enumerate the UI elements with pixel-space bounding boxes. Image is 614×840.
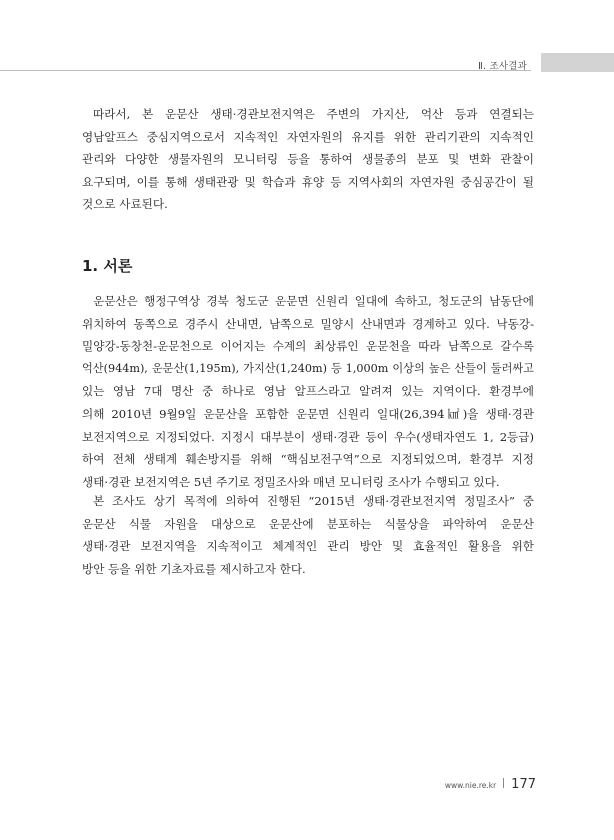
text-line: 운문산 식물 자원을 대상으로 운문산에 분포하는 식물상을 파악하여 운문산 [82, 516, 534, 531]
text-line: 것으로 사료된다. [82, 197, 168, 212]
footer-separator [503, 778, 504, 788]
page-number: 177 [511, 777, 536, 792]
text-line: 하여 전체 생태계 훼손방지를 위해 “핵심보전구역”으로 지정되었으며, 환경부 지정 [82, 452, 534, 467]
text-line: 요구되며, 이를 통해 생태관광 및 학습과 휴양 등 지역사회의 자연자원 중심공간이 될 [82, 174, 534, 189]
text-line: 영남알프스 중심지역으로서 지속적인 자연자원의 유지를 위한 관리기관의 지속적인 [82, 129, 534, 144]
footer-site-url: www.nie.re.kr [444, 781, 497, 790]
text-line: 보전지역으로 지정되었다. 지정시 대부분이 생태·경관 등이 우수(생태자연도 1, 2등급) [82, 429, 534, 444]
body-paragraph-1 [82, 290, 534, 493]
text-line: 있는 영남 7대 명산 중 하나로 영남 알프스라고 알려져 있는 지역이다. 환경부에 [82, 384, 534, 399]
page-footer [445, 777, 536, 792]
text-line: 의해 2010년 9월9일 운문산을 포함한 운문면 신원리 일대(26,394㎢)을 생태·경관 [82, 406, 534, 421]
body-paragraph-2 [82, 490, 534, 580]
header-tab-block [541, 53, 614, 72]
text-line: 본 조사도 상기 목적에 의하여 진행된 “2015년 생태·경관보전지역 정밀조사” 중 [93, 494, 534, 508]
intro-paragraph [82, 103, 534, 216]
text-line: 방안 등을 위한 기초자료를 제시하고자 한다. [82, 561, 306, 576]
text-line: 위치하여 동쪽으로 경주시 산내면, 남쪽으로 밀양시 산내면과 경계하고 있다. 낙동강- [82, 316, 534, 331]
text-line: 밀양강-동창천-운문천으로 이어지는 수계의 최상류인 운문천을 따라 남쪽으로 갈수록 [82, 339, 534, 354]
text-line: 생태·경관 보전지역은 5년 주기로 정밀조사와 매년 모니터링 조사가 수행되고 있다. [82, 474, 500, 489]
text-line: 운문산은 행정구역상 경북 청도군 운문면 신원리 일대에 속하고, 청도군의 남동단에 [93, 294, 534, 308]
text-line: 생태·경관 보전지역을 지속적이고 체계적인 관리 방안 및 효율적인 활용을 위한 [82, 539, 534, 554]
header-rule [0, 70, 531, 71]
text-line: 관리와 다양한 생물자원의 모니터링 등을 통하여 생물종의 분포 및 변화 관찰이 [82, 152, 534, 167]
text-line: 억산(944m), 운문산(1,195m), 가지산(1,240m) 등 1,000m 이상의 높은 산들이 둘러싸고 [82, 361, 534, 375]
running-header-section: Ⅱ. 조사결과 [478, 61, 527, 72]
section-title: 1. 서론 [82, 257, 133, 275]
text-line: 따라서, 본 운문산 생태·경관보전지역은 주변의 가지산, 억산 등과 연결되는 [93, 107, 534, 121]
